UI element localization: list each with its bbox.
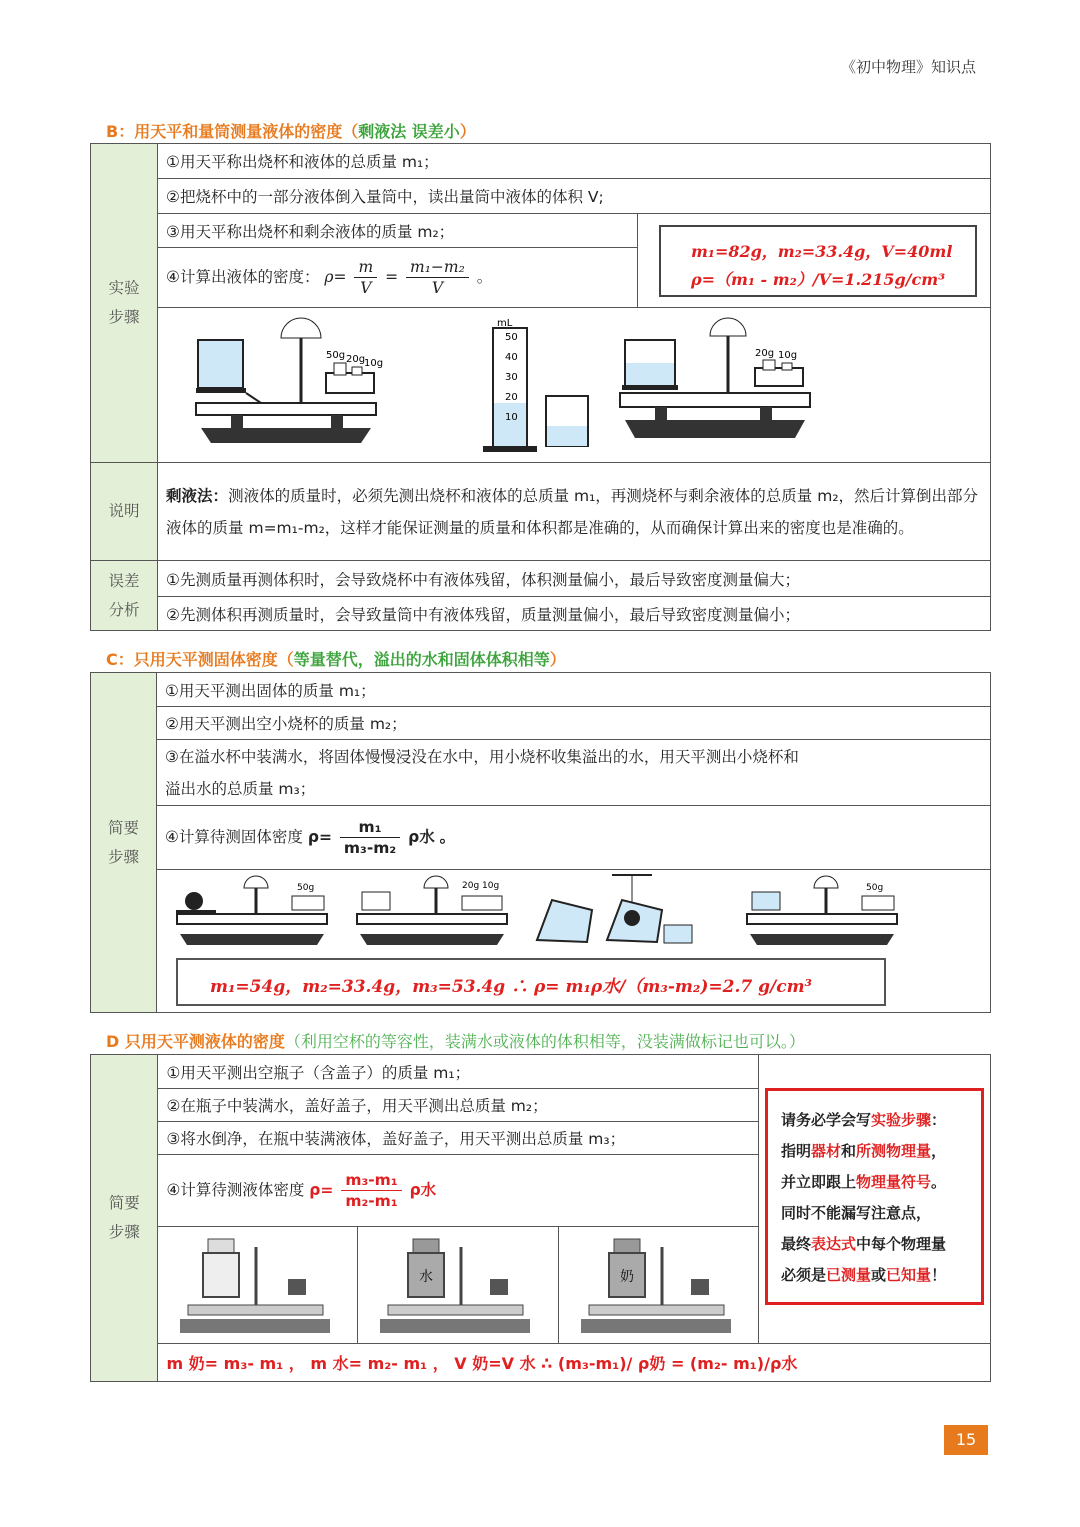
section-b-formula-den2: V — [431, 279, 444, 297]
section-b-note-text: 测液体的质量时，必须先测出烧杯和液体的总质量 m₁，再测烧杯与剩余液体的总质量 m₂，然后计算倒出部分液体的质量 m=m₁-m₂，这样才能保证测量的质量和体积都是准确的，从而确保计算出来的密度也是准确的。 — [166, 486, 979, 537]
balance-a-weight-20: 20g — [346, 354, 366, 365]
tip-fragment: 所测物理量 — [856, 1142, 932, 1160]
section-c-formula-frac — [340, 817, 400, 858]
cylinder-tick-20: 20 — [505, 392, 518, 403]
section-d-step-1: ①用天平测出空瓶子（含盖子）的质量 m₁； — [158, 1055, 759, 1089]
section-c-formula-end: 。 — [439, 828, 456, 846]
bottle-balance-2 — [358, 1227, 558, 1343]
section-c-step-1: ①用天平测出固体的质量 m₁； — [157, 673, 991, 707]
balance-c1-weight: 50g — [297, 883, 315, 893]
bottle-balance-1 — [158, 1227, 357, 1343]
section-b-step-3: ③用天平称出烧杯和剩余液体的质量 m₂； — [158, 214, 638, 248]
document-header-title: 《初中物理》知识点 — [840, 58, 976, 76]
section-b-side-error-label: 误差 分析 — [108, 571, 140, 619]
balance-b-weight-20: 20g — [755, 348, 775, 359]
section-d-formula-rho: ρ水 — [409, 1181, 437, 1199]
cylinder-tick-10: 10 — [505, 412, 518, 423]
balance-a — [196, 318, 383, 443]
section-c-side — [91, 673, 157, 1013]
section-d-title — [106, 1029, 805, 1052]
section-c-apparatus-figure — [157, 870, 990, 950]
section-b-figure-cell — [158, 308, 991, 463]
tip-fragment: 并立即跟上 — [781, 1173, 857, 1191]
section-c-step-4 — [157, 806, 991, 870]
section-d-step-4 — [158, 1155, 759, 1227]
tip-fragment: ！ — [931, 1266, 947, 1284]
section-d-formula-den: m₂-m₁ — [345, 1192, 398, 1210]
section-b-step-2: ②把烧杯中的一部分液体倒入量筒中，读出量筒中液体的体积 V; — [158, 179, 991, 214]
section-b-apparatus-figure — [158, 308, 988, 462]
section-b-side-note: 说明 — [91, 463, 158, 561]
section-d-step-2: ②在瓶子中装满水，盖好盖子，用天平测出总质量 m₂； — [158, 1089, 759, 1122]
section-d-figure-2 — [358, 1227, 559, 1344]
section-d-title-green: （利用空杯的等容性，装满水或液体的体积相等，没装满做标记也可以。） — [284, 1032, 805, 1051]
section-c-step-3 — [157, 740, 991, 806]
section-b-step-1: ①用天平称出烧杯和液体的总质量 m₁； — [158, 144, 991, 179]
tip-fragment: 已知量 — [886, 1266, 932, 1284]
graduated-cylinder — [483, 318, 537, 452]
section-c-step-3-line2: 溢出水的总质量 m₃； — [165, 779, 316, 798]
tip-fragment: 表达式 — [811, 1235, 857, 1253]
section-b-side-steps-label: 实验 步骤 — [108, 279, 140, 326]
balance-c2-weight-20: 20g — [462, 881, 480, 891]
section-b-example-box — [659, 225, 977, 297]
tip-fragment: 或 — [871, 1266, 887, 1284]
cylinder-tick-30: 30 — [505, 372, 518, 383]
tip-fragment: 请务必学会写 — [781, 1111, 872, 1129]
tip-fragment: 中每个物理量 — [856, 1235, 947, 1253]
section-d-formula-lhs: ρ= — [309, 1181, 334, 1199]
section-d-formula-num: m₃-m₁ — [341, 1170, 401, 1191]
balance-a-weight-10: 10g — [364, 358, 384, 369]
tip-line — [781, 1136, 946, 1167]
cylinder-unit: mL — [497, 318, 513, 329]
section-b-error-2: ②先测体积再测质量时，会导致量筒中有液体残留，质量测量偏小，最后导致密度测量偏小； — [158, 597, 991, 631]
section-d-tip-lines — [781, 1105, 946, 1291]
page-number: 15 — [944, 1425, 988, 1455]
section-b-formula-end: 。 — [476, 268, 493, 286]
balance-b-weight-10: 10g — [778, 350, 798, 361]
balance-c3 — [747, 876, 897, 945]
section-c-formula-den: m₃-m₂ — [343, 839, 397, 857]
tip-fragment: 。 — [931, 1173, 947, 1191]
section-d-result: m 奶= m₃- m₁ ， m 水= m₂- m₁ ， V 奶=V 水 ∴ (m₃-m₁)/ ρ奶 = (m₂- m₁)/ρ水 — [158, 1344, 991, 1382]
section-d-step-4-text: ④计算待测液体密度 — [166, 1181, 305, 1199]
cylinder-tick-50: 50 — [505, 332, 518, 343]
tip-fragment: ： — [931, 1111, 947, 1129]
balance-b — [620, 318, 810, 438]
tip-line — [781, 1105, 946, 1136]
section-d-figure-1 — [158, 1227, 358, 1344]
section-b-title-green: 剩液法 误差小 — [358, 122, 460, 141]
section-c-title-main: C：只用天平测固体密度（ — [106, 650, 294, 669]
tip-fragment: 器材 — [811, 1142, 842, 1160]
section-b-note — [158, 463, 991, 561]
section-b-note-bold: 剩液法： — [166, 486, 229, 505]
balance-c2-weight-10: 10g — [482, 881, 500, 891]
balance-a-weight-50: 50g — [326, 350, 346, 361]
section-b-formula-lhs: ρ= — [324, 268, 347, 286]
section-b-title — [106, 119, 476, 142]
section-b-formula-eq: = — [385, 268, 399, 286]
balance-c3-weight: 50g — [866, 883, 884, 893]
section-c-formula-num: m₁ — [340, 817, 400, 838]
section-d-tip-box — [765, 1088, 984, 1305]
section-c-step-4-text: ④计算待测固体密度 — [165, 828, 303, 846]
tip-fragment: 实验步骤 — [871, 1111, 932, 1129]
section-c-formula-lhs: ρ= — [307, 828, 332, 846]
section-d-side-label: 简要 步骤 — [108, 1194, 140, 1241]
section-b-formula-num1: m — [354, 257, 377, 278]
section-c-result-box — [176, 958, 886, 1006]
section-c-result: m₁=54g，m₂=33.4g，m₃=53.4g ∴ ρ= m₁ρ水/（m₃-m₂)=2.7 g/cm³ — [210, 977, 812, 997]
balance-c1 — [176, 876, 327, 945]
bottle-3-label: 奶 — [620, 1269, 635, 1285]
tip-fragment: 物理量符号 — [856, 1173, 932, 1191]
section-b-side-error — [91, 561, 158, 631]
section-b-example-line1: m₁=82g，m₂=33.4g，V=40ml — [691, 242, 953, 261]
section-b-title-main: B：用天平和量筒测量液体的密度（ — [106, 122, 359, 141]
section-b-step-4 — [158, 248, 638, 308]
cylinder-tick-40: 40 — [505, 352, 518, 363]
balance-c2 — [357, 876, 507, 945]
tip-line — [781, 1198, 946, 1229]
bottle-2-label: 水 — [419, 1269, 434, 1285]
section-c-side-label: 简要 步骤 — [107, 818, 139, 866]
section-c-title-end: ） — [549, 650, 566, 669]
tip-fragment: 必须是 — [781, 1266, 827, 1284]
tip-fragment: 同时不能漏写注意点， — [781, 1204, 932, 1222]
section-b-formula-frac2 — [406, 257, 469, 298]
section-b-example-line2: ρ=（m₁ - m₂）/V=1.215g/cm³ — [691, 270, 946, 289]
tip-fragment: 已测量 — [826, 1266, 872, 1284]
section-b-table — [90, 143, 991, 631]
section-b-step-4-text: ④计算出液体的密度： — [166, 268, 320, 286]
small-beaker — [546, 396, 588, 446]
overflow-cups — [537, 875, 692, 943]
section-d-step-3: ③将水倒净，在瓶中装满液体，盖好盖子，用天平测出总质量 m₃； — [158, 1122, 759, 1155]
section-b-side-steps — [91, 144, 158, 463]
tip-line — [781, 1260, 946, 1291]
section-b-formula-frac1 — [354, 257, 377, 298]
section-c-title-green: 等量替代，溢出的水和固体体积相等 — [293, 650, 550, 669]
tip-fragment: 和 — [841, 1142, 857, 1160]
tip-line — [781, 1229, 946, 1260]
section-b-formula-den1: V — [360, 279, 372, 297]
tip-fragment: 指明 — [781, 1142, 812, 1160]
section-c-step-2: ②用天平测出空小烧杯的质量 m₂； — [157, 707, 991, 740]
section-c-step-3-line1: ③在溢水杯中装满水，将固体慢慢浸没在水中，用小烧杯收集溢出的水，用天平测出小烧杯和 — [165, 747, 799, 766]
section-b-title-end: ） — [459, 122, 476, 141]
section-d-title-main: D 只用天平测液体的密度 — [106, 1032, 285, 1051]
section-b-error-1: ①先测质量再测体积时，会导致烧杯中有液体残留，体积测量偏小，最后导致密度测量偏大； — [158, 561, 991, 597]
tip-line — [781, 1167, 946, 1198]
section-d-side — [91, 1055, 158, 1382]
section-d-figure-3 — [559, 1227, 759, 1344]
tip-fragment: 最终 — [781, 1235, 812, 1253]
bottle-balance-3 — [559, 1227, 758, 1343]
section-b-formula-num2: m₁−m₂ — [406, 257, 469, 278]
section-d-formula-frac — [341, 1170, 401, 1211]
section-c-title — [106, 647, 566, 670]
section-c-formula-rho: ρ水 — [408, 828, 435, 846]
tip-fragment: ， — [931, 1142, 947, 1160]
